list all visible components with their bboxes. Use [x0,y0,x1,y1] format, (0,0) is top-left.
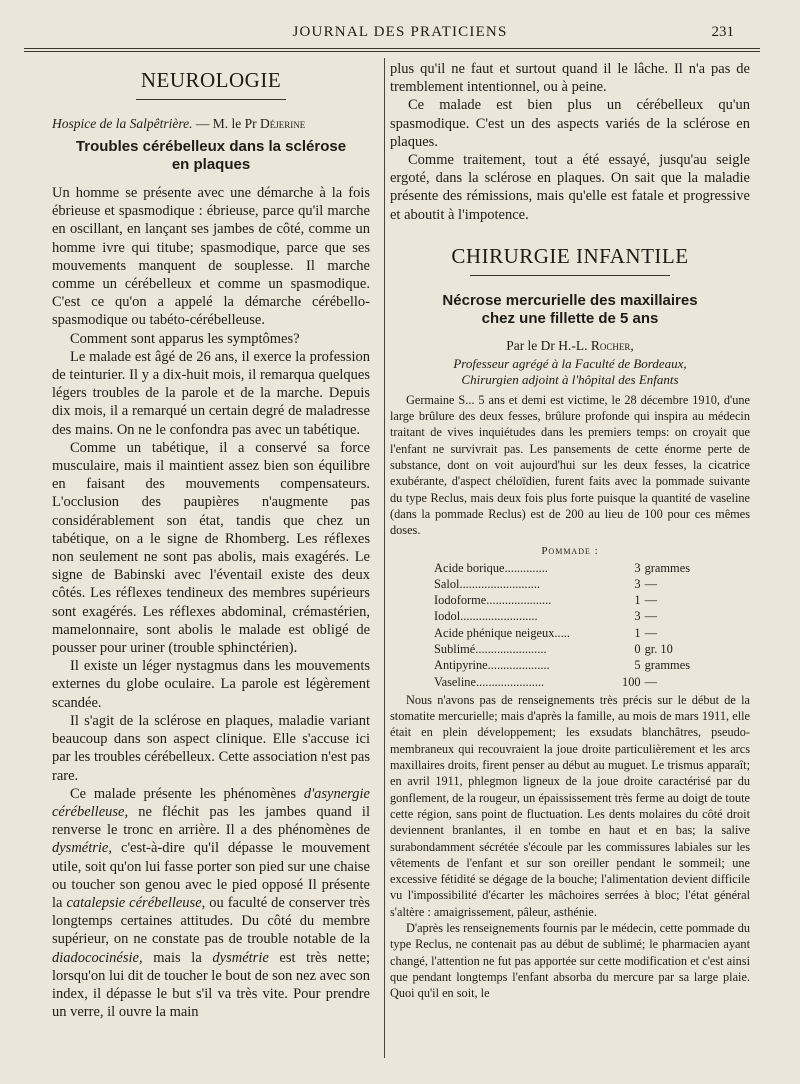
section-underline [136,99,286,100]
recipe-table [434,560,715,690]
author-name: H.-L. Rocher, [558,337,634,353]
paragraph: plus qu'il ne faut et surtout quand il le lâche. Il n'a pas de tremblement intentionnel, ou à peine. [390,61,750,96]
term-asynergie: d'asynergie cérébelleuse, [52,785,370,820]
ingredient: Acide borique.............. [434,560,548,575]
text-run: ne fléchit pas les jambes quand il renverse le tronc en arrière. Il a des phénomènes de [52,803,370,839]
left-column [52,60,370,1021]
header-rule [24,48,760,49]
recipe-row [434,641,715,657]
unit: — [644,576,657,591]
journal-title: JOURNAL DES PRATICIENS [292,24,508,40]
term-dysmetrie-2: dysmétrie [212,949,269,966]
text-run: est très nette; lorsqu'on lui dit de toucher le bout de son nez avec son index, il dépasse le but s'il va très vite. Pour prendre un verre, il ouvre la main [52,949,370,1021]
recipe-title: Pommade : [541,544,599,557]
author-affiliation: Chirurgien adjoint à l'hôpital des Enfants [461,371,679,387]
text-run: c'est-à-dire qu'il dépasse le mouvement utile, soit qu'on lui fasse porter son pied sur une chaise ou toucher son genou avec le pied opposé Il présente la [52,840,370,911]
byline-venue: Hospice de la Salpêtrière. [52,116,193,131]
paragraph: Comme un tabétique, il a conservé sa force musculaire, mais il maintient assez bien son équilibre en faisant des mouvements compensateurs. L'occlusion des paupières n'augmente pas considérablement son état, tandis que chez un tabétique, on a le signe de Rhomberg. Les réflexes non seulement ne sont pas abolis, mais exagérés. Le signe de Babinski avec l'éventail existe des deux côtés. Les réflexes tendineux des membres supérieurs sont exagérés. Les réflexes abdominal, crémastérien, mamelonnaire, sont abolis le malade est obligé de pousser pour uriner (trouble sphinctérien). [52,439,370,657]
recipe-row [434,625,715,641]
article-title-line2: en plaques [171,156,251,173]
recipe-row [434,576,715,592]
text-run: ou faculté de conserver très longtemps certaines attitudes. Du côté du membre supérieur, on ne constate pas de trouble notable de la [52,894,371,948]
paragraph: Il existe un léger nystagmus dans les mouvements externes du globe oculaire. La parole est légèrement scandée. [52,658,370,711]
article-author [390,338,750,354]
recipe-row [434,608,715,624]
paragraph [52,785,370,1022]
ingredient: Vaseline...................... [434,674,545,689]
ingredient: Iodoforme..................... [434,593,552,608]
article-title-line1: Nécrose mercurielle des maxillaires [442,291,698,309]
recipe-row [434,674,715,690]
unit: — [644,609,657,624]
byline-sep: — M. le Pr [195,116,257,131]
text-run: Ce malade présente les phénomènes [70,785,304,802]
author-prefix: Par le Dr [506,337,555,353]
unit: grammes [644,560,691,575]
quantity: 100 [622,674,641,689]
article-title-line2: chez une fillette de 5 ans [481,309,659,327]
term-dysmetrie: dysmétrie, [52,840,112,857]
term-catalepsie: catalepsie cérébelleuse, [66,894,206,911]
paragraph: Ce malade est bien plus un cérébelleux qu'un spasmodique. C'est un des aspects variés de la sclérose en plaques. [390,97,750,150]
quantity: 5 [634,658,641,673]
article-title [390,292,750,328]
paragraph: Germaine S... 5 ans et demi est victime, le 28 décembre 1910, d'une large brûlure des deux fesses, brûlure profonde qui inspira au médecin traitant de vives inquiétudes dans les premiers temps: on croyait que l'enfant ne survivrait pas. Les pansements de cette énorme perte de substance, dont on voit aujourd'hui sur les deux fesses, la cicatrice exubérante, d'aspect chéloïdien, furent faits avec la pommade suivante du type Reclus, mais deux fois plus forte puisque la quantité de vaseline (dans la pommade Reclus) est de 200 au lieu de 100 pour ces mêmes doses. [390,392,750,538]
recipe-row [434,657,715,673]
paragraph: Comment sont apparus les symptômes? [70,330,300,347]
ingredient: Acide phénique neigeux..... [434,625,570,640]
paragraph: Nous n'avons pas de renseignements très précis sur le début de la stomatite mercurielle; mais d'après la famille, au mois de mars 1911, elle était en plein développement; les exsudats blanchâtres, pseudo-membraneux qui recouvraient la joue droite particulièrement et les arcs maxillaires droits, firent penser au début au muguet. Le trismus apparaît; en avril 1911, phlegmon ligneux de la joue droite caractérisé par du gonflement, de la rougeur, un épaississement très ferme au doigt de toute cette région, sans point de fluctuation. Les dents molaires du côté droit deviennent branlantes, il en tombe en haut et en bas; la salive surabondamment sécrétée s'écoule par les commissures labiales sur les vêtements de l'enfant et sur son oreiller pendant le sommeil; une excessive fétidité se dégage de la bouche; l'alimentation devient difficile vu l'impossibilité d'écarter les mâchoires serrées à bloc; l'état général s'altère : amaigrissement, pâleur, asthénie. [390,692,750,919]
byline-author: Déjerine [259,116,306,131]
section-underline [470,275,670,276]
paragraph: Il s'agit de la sclérose en plaques, maladie variant beaucoup dans son aspect clinique. Elle s'accuse ici par les troubles cérébelleux. Cette association n'est pas rare. [52,712,370,784]
unit: gr. 10 [644,641,673,656]
ingredient: Antipyrine.................... [434,658,550,673]
recipe-row [434,560,715,576]
unit: — [644,674,657,689]
quantity: 1 [634,593,641,608]
page-number: 231 [711,24,734,40]
quantity: 1 [634,625,641,640]
paragraph: Le malade est âgé de 26 ans, il exerce la profession de teinturier. Il y a dix-huit mois, il remarqua quelques légers troubles de la parole et de la marche. Depuis dix mois, il a remarqué un certain degré de maladresse des mains. On ne le confondra pas avec un tabétique. [52,348,370,438]
ingredient: Iodol......................... [434,609,538,624]
right-column [390,60,750,1002]
paragraph: Un homme se présente avec une démarche à la fois ébrieuse et spasmodique : ébrieuse, parce qu'il marche en oscillant, en lançant ses jambes de côté, comme un homme ivre qui titube; spasmodique, parce que ses mouvements manquent de souplesse. Il marche comme un cérébelleux et comme un spasmodique. C'est ce qu'on a appelé la démarche cérébello-spasmodique ou tabéto-cérébelleuse. [52,185,370,329]
quantity: 0 [634,641,641,656]
column-divider [384,58,385,1058]
quantity: 3 [634,576,641,591]
ingredient: Sublimé....................... [434,641,547,656]
unit: — [644,625,657,640]
quantity: 3 [634,560,641,575]
term-diadococinesie: diadococinésie, [52,949,143,966]
author-affiliation: Professeur agrégé à la Faculté de Bordeaux, [453,355,687,371]
paragraph: Comme traitement, tout a été essayé, jusqu'au seigle ergoté, dans la sclérose en plaques. On sait que la maladie présente des rémissions, mais qu'elle est fatale et progressive et aboutit à l'impotence. [390,152,750,223]
section-title-neurologie: NEUROLOGIE [140,68,282,92]
article-byline [52,116,370,132]
paragraph: D'après les renseignements fournis par le médecin, cette pommade du type Reclus, ne contenait pas au début de sublimé; le pharmacien ayant changé, l'attention ne fut pas apportée sur cette modification et c'est ainsi que pendant longtemps l'enfant absorba du mercure par sa large plaie. Quoi qu'il en soit, le [390,921,750,1001]
quantity: 3 [634,609,641,624]
article-title [52,138,370,174]
header-rule-double [24,51,760,52]
article-title-line1: Troubles cérébelleux dans la sclérose [75,138,347,155]
unit: grammes [644,658,691,673]
text-run: mais la [142,949,213,966]
section-title-chirurgie: CHIRURGIE INFANTILE [451,243,689,268]
unit: — [644,593,657,608]
running-head [0,22,800,46]
recipe-row [434,592,715,608]
ingredient: Salol.......................... [434,576,541,591]
